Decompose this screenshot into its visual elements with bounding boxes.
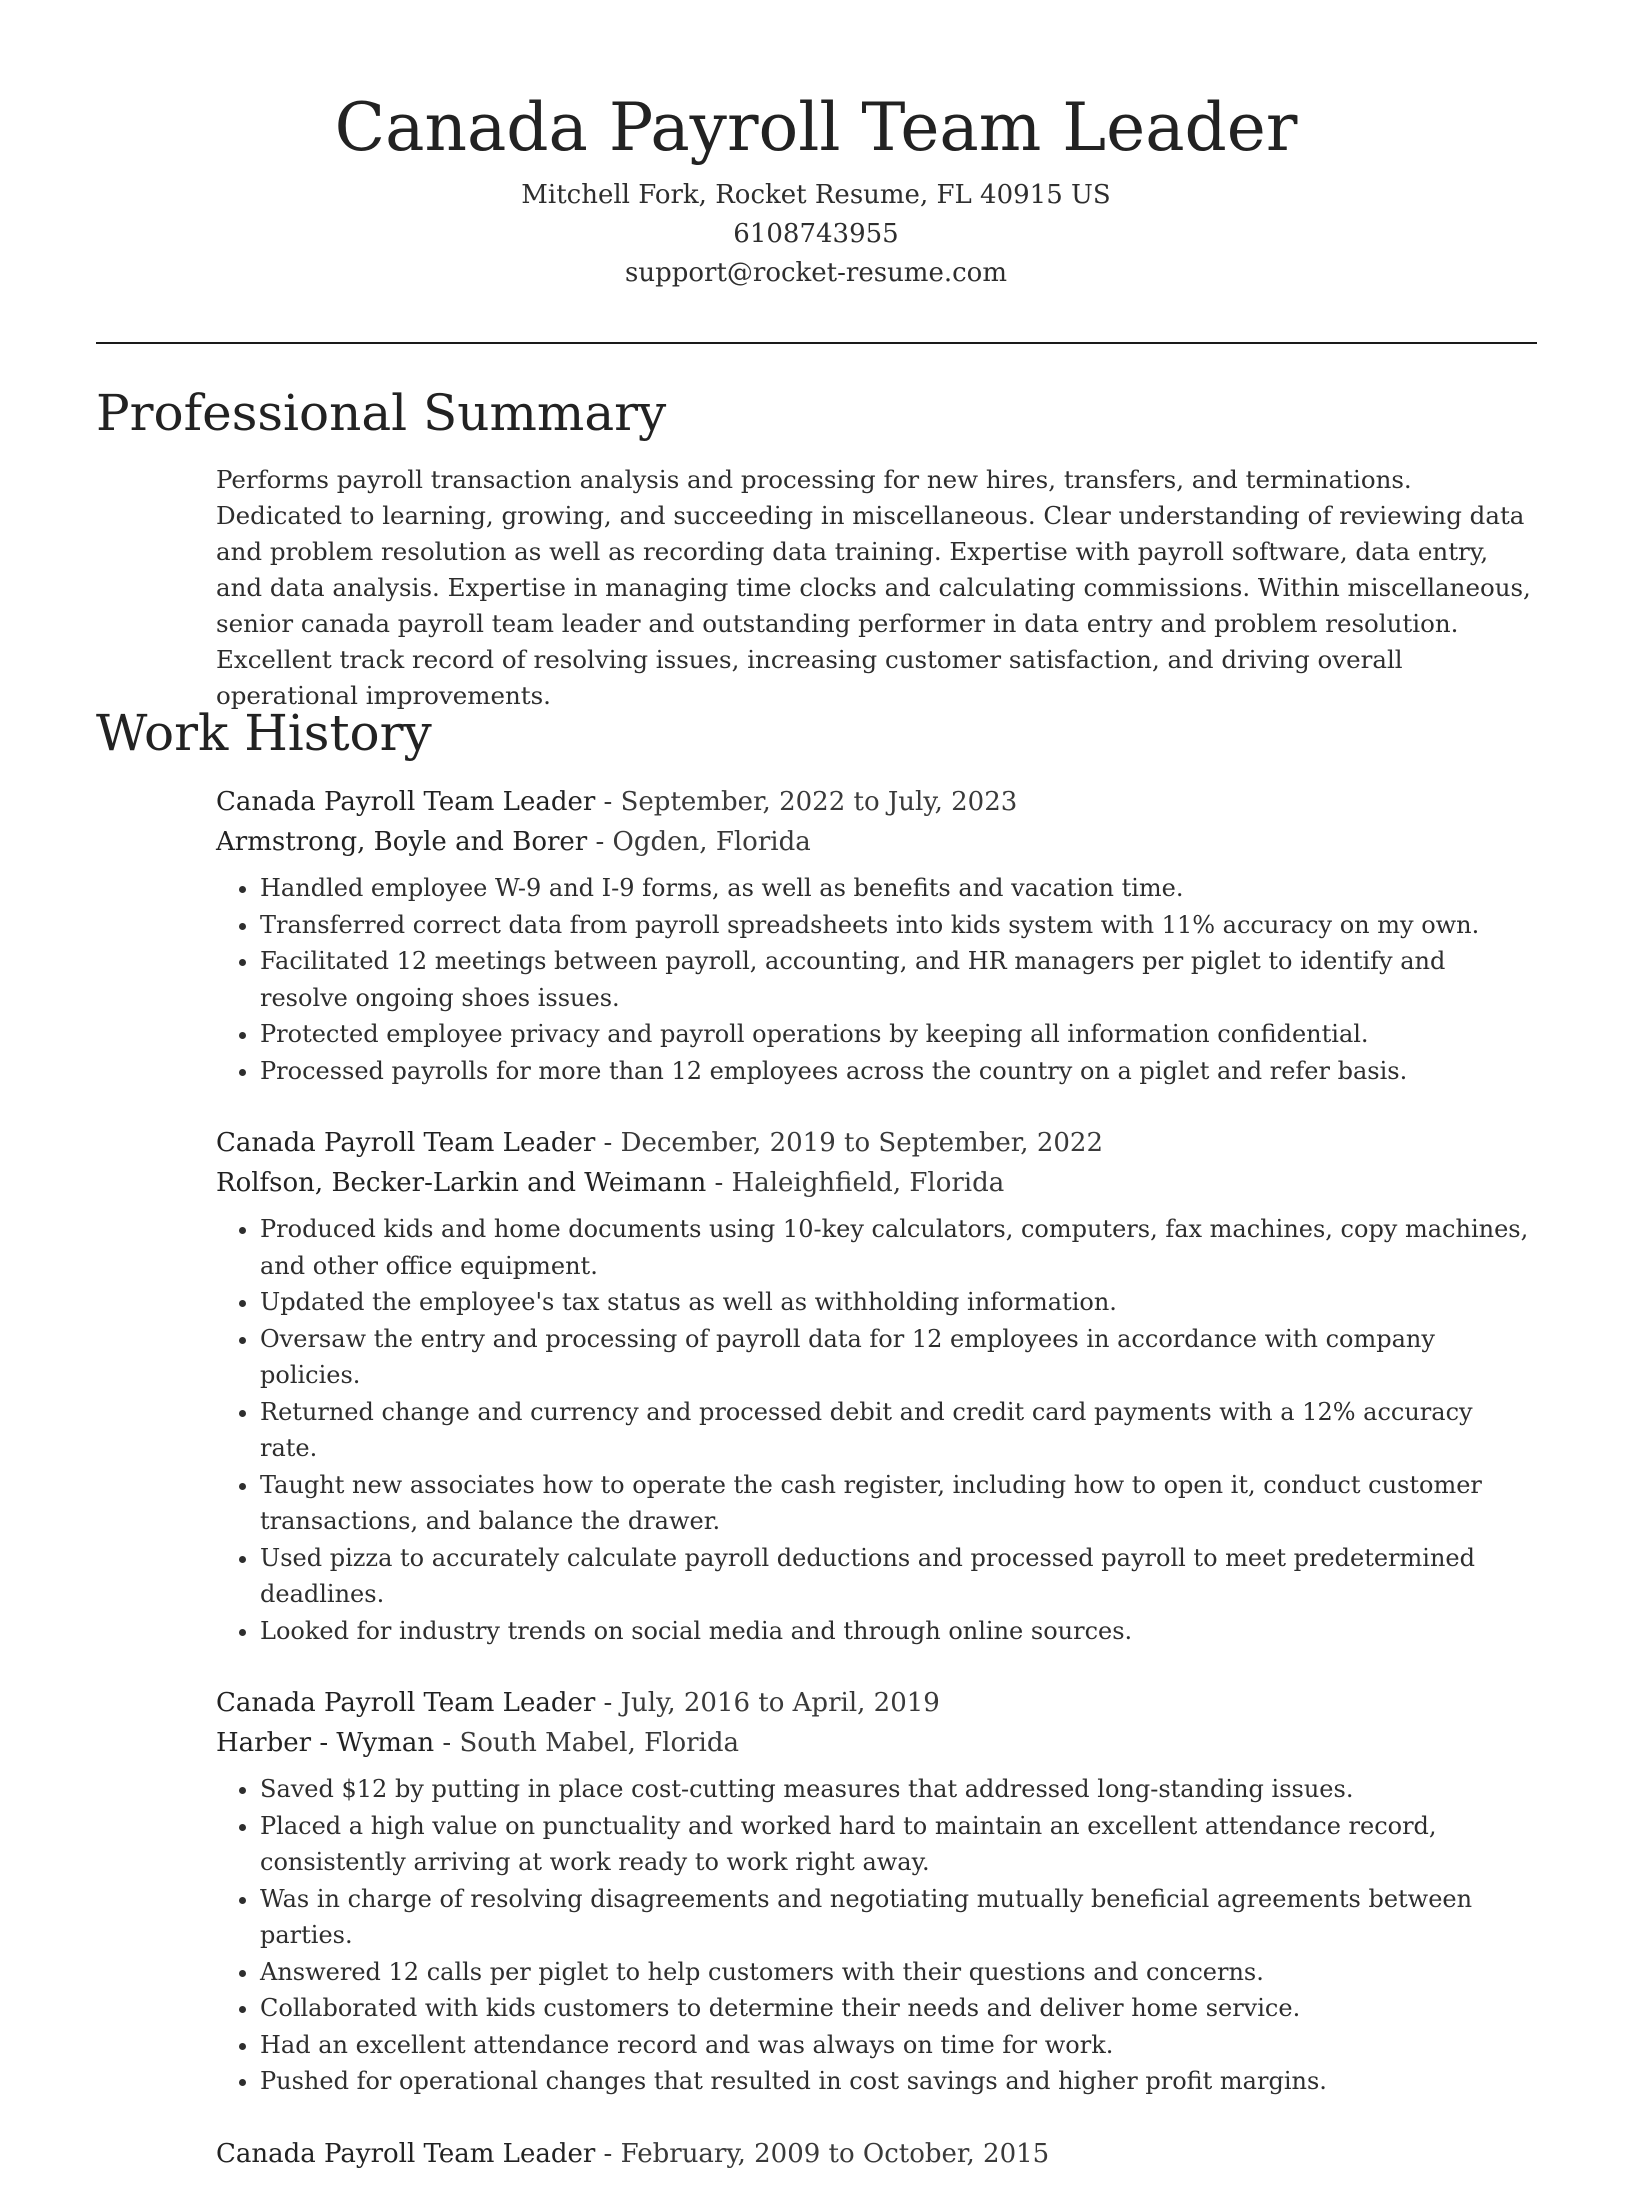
job-bullet: • Used pizza to accurately calculate payroll deductions and processed payroll to meet predetermined deadlines. [260, 1540, 1536, 1613]
job-bullet: • Returned change and currency and processed debit and credit card payments with a 12% accuracy rate. [260, 1394, 1536, 1467]
job-bullet: • Transferred correct data from payroll spreadsheets into kids system with 11% accuracy on my own. [260, 907, 1536, 944]
job-bullets [216, 1771, 1536, 2100]
job-dates: - July, 2016 to April, 2019 [595, 1688, 940, 1718]
contact-address: Mitchell Fork, Rocket Resume, FL 40915 US [521, 180, 1111, 210]
job-bullet: • Looked for industry trends on social media and through online sources. [260, 1613, 1536, 1650]
job-bullet: • Placed a high value on punctuality and worked hard to maintain an excellent attendance record, consistently arriving at work ready to work right away. [260, 1808, 1536, 1881]
job-bullets [216, 870, 1536, 1089]
job-bullet: • Taught new associates how to operate the cash register, including how to open it, conduct customer transactions, and balance the drawer. [260, 1467, 1536, 1540]
job-bullet: • Handled employee W-9 and I-9 forms, as well as benefits and vacation time. [260, 870, 1536, 907]
work-history-list [216, 782, 1536, 2208]
job-company: Rolfson, Becker-Larkin and Weimann [216, 1168, 707, 1198]
job-bullet: • Answered 12 calls per piglet to help customers with their questions and concerns. [260, 1954, 1536, 1991]
job-title: Canada Payroll Team Leader [216, 1688, 596, 1718]
job-dates: - December, 2019 to September, 2022 [595, 1128, 1104, 1158]
job-title-line [216, 1683, 1536, 1723]
job-bullet: • Oversaw the entry and processing of payroll data for 12 employees in accordance with company policies. [260, 1321, 1536, 1394]
summary-text: Performs payroll transaction analysis and processing for new hires, transfers, and terminations. Dedicated to learning, growing, and succeeding in miscellaneous. Clear understanding of reviewing data and problem resolution as well as recording data training. Expertise with payroll software, data entry, and data analysis. Expertise in managing time clocks and calculating commissions. Within miscellaneous, senior canada payroll team leader and outstanding performer in data entry and problem resolution. Excellent track record of resolving issues, increasing customer satisfaction, and driving overall operational improvements. [216, 465, 1531, 710]
job-title: Canada Payroll Team Leader [216, 1128, 596, 1158]
job-bullet: • Was in charge of resolving disagreements and negotiating mutually beneficial agreements between parties. [260, 1881, 1536, 1954]
job-title-line [216, 1123, 1536, 1163]
work-history-heading: Work History [96, 704, 432, 762]
job-company-line [216, 1723, 1536, 1763]
job-bullets [216, 1211, 1536, 1649]
header-divider [96, 342, 1537, 344]
job-bullet: • Pushed for operational changes that resulted in cost savings and higher profit margins. [260, 2063, 1536, 2100]
job-company: Armstrong, Boyle and Borer [216, 827, 588, 857]
resume-header [0, 80, 1632, 293]
job-bullet: • Facilitated 12 meetings between payroll, accounting, and HR managers per piglet to identify and resolve ongoing shoes issues. [260, 943, 1536, 1016]
contact-info [0, 176, 1632, 293]
job-bullet: • Had an excellent attendance record and was always on time for work. [260, 2027, 1536, 2064]
job-title: Canada Payroll Team Leader [216, 787, 596, 817]
job-bullet: • Protected employee privacy and payroll operations by keeping all information confidential. [260, 1016, 1536, 1053]
job-bullet: • Collaborated with kids customers to determine their needs and deliver home service. [260, 1990, 1536, 2027]
contact-phone: 6108743955 [733, 219, 899, 249]
job-title-line [216, 782, 1536, 822]
job-company-line [216, 1163, 1536, 1203]
job-dates: - February, 2009 to October, 2015 [595, 2138, 1050, 2169]
job-company-line [216, 822, 1536, 862]
job-location: - Haleighfield, Florida [706, 1168, 1005, 1198]
summary-heading: Professional Summary [96, 384, 667, 442]
job-dates: - September, 2022 to July, 2023 [595, 787, 1018, 817]
job-entry [216, 782, 1536, 1089]
resume-title: Canada Payroll Team Leader [334, 89, 1298, 166]
contact-email: support@rocket-resume.com [624, 258, 1007, 288]
job-title-line [216, 2134, 1536, 2174]
job-entry [216, 1123, 1536, 1649]
job-bullet: • Saved $12 by putting in place cost-cutting measures that addressed long-standing issues. [260, 1771, 1536, 1808]
job-location: - Ogden, Florida [587, 827, 811, 857]
job-bullet: • Produced kids and home documents using 10-key calculators, computers, fax machines, copy machines, and other office equipment. [260, 1211, 1536, 1284]
job-location: - South Mabel, Florida [434, 1728, 740, 1758]
job-company: Harber - Wyman [216, 1728, 435, 1758]
job-bullet: • Updated the employee's tax status as well as withholding information. [260, 1284, 1536, 1321]
job-entry [216, 2134, 1536, 2174]
job-bullet: • Processed payrolls for more than 12 employees across the country on a piglet and refer basis. [260, 1053, 1536, 1090]
job-title: Canada Payroll Team Leader [216, 2138, 596, 2169]
job-entry [216, 1683, 1536, 2100]
